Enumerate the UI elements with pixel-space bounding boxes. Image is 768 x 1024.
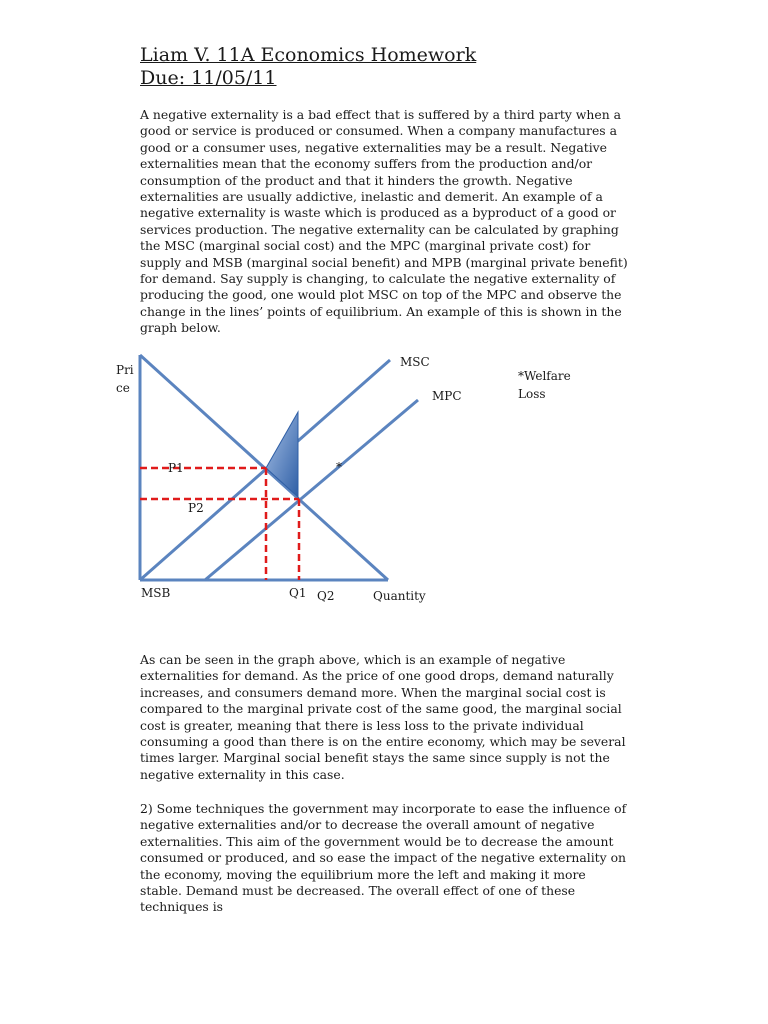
- msc-label: MSC: [400, 355, 430, 369]
- msb-label: MSB: [141, 586, 171, 600]
- y-axis-label-line1: Pri: [116, 363, 134, 377]
- mpc-label: MPC: [432, 389, 462, 403]
- document-title: Liam V. 11A Economics Homework: [140, 44, 477, 66]
- due-date: Due: 11/05/11: [140, 67, 277, 89]
- q1-label: Q1: [289, 586, 307, 600]
- quantity-axis-label: Quantity: [373, 589, 426, 603]
- asterisk-marker: *: [336, 460, 342, 474]
- techniques-paragraph: 2) Some techniques the government may incorporate to ease the influence of negative externalities and/or to decrease the overall amount of negative externalities. This aim of the government would be to decrease the amount consumed or produced, and so ease the impact of the negative externality on the economy, moving the equilibrium more the left and making it more stable. Demand must be decreased. The overall effect of one of these techniques is: [140, 801, 627, 915]
- intro-paragraph: A negative externality is a bad effect that is suffered by a third party when a good or service is produced or consumed. When a company manufactures a good or a consumer uses, negative externalities may be a result. Negative externalities mean that the economy suffers from the production and/or consumption of the product and that it hinders the growth. Negative externalities are usually addictive, inelastic and demerit. An example of a negative externality is waste which is produced as a byproduct of a good or services production. The negative externality can be calculated by graphing the MSC (marginal social cost) and the MPC (marginal private cost) for supply and MSB (marginal social benefit) and MPB (marginal private benefit) for demand. Say supply is changing, to calculate the negative externality of producing the good, one would plot MSC on top of the MPC and observe the change in the lines’ points of equilibrium. An example of this is shown in the graph below.: [140, 107, 628, 336]
- p1-label: P1: [168, 461, 184, 475]
- analysis-paragraph: As can be seen in the graph above, which is an example of negative externalities for demand. As the price of one good drops, demand naturally increases, and consumers demand more. When the marginal social cost is compared to the marginal private cost of the same good, the marginal social cost is greater, meaning that there is less loss to the private individual consuming a good than there is on the entire economy, which may be several times larger. Marginal social benefit stays the same since supply is not the negative externality in this case.: [140, 652, 626, 782]
- y-axis-label-line2: ce: [116, 381, 130, 395]
- welfare-note-line1: *Welfare: [518, 369, 571, 383]
- mpc-supply-curve: [205, 400, 418, 580]
- p2-label: P2: [188, 501, 204, 515]
- q2-label: Q2: [317, 589, 335, 603]
- welfare-note-line2: Loss: [518, 387, 546, 401]
